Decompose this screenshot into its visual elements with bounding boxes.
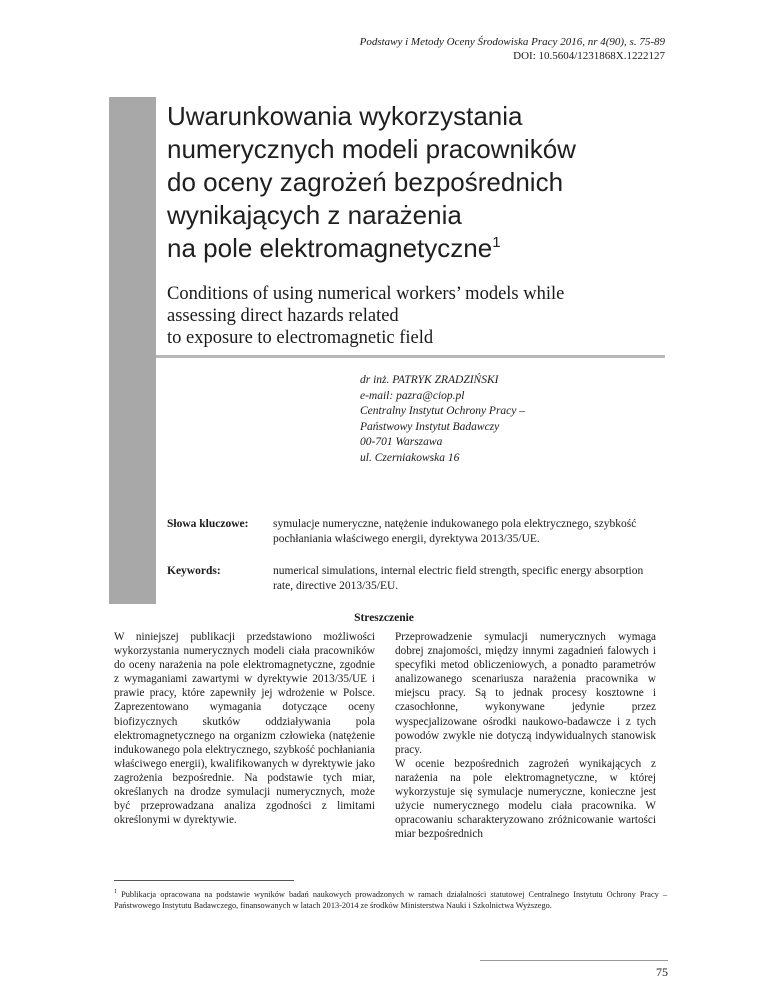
author-affiliation: Państwowy Instytut Badawczy bbox=[360, 420, 500, 433]
page-number: 75 bbox=[656, 965, 668, 979]
page-number-rule bbox=[480, 960, 668, 961]
title-line: wynikających z narażenia bbox=[167, 200, 462, 230]
footnote bbox=[114, 887, 667, 911]
footnote-mark[interactable]: 1 bbox=[492, 234, 501, 251]
author-address: ul. Czerniakowska 16 bbox=[360, 451, 460, 464]
footnote-number: 1 bbox=[114, 889, 117, 895]
title-line: do oceny zagrożeń bezpośrednich bbox=[167, 167, 564, 197]
title-line: Uwarunkowania wykorzystania bbox=[167, 101, 523, 131]
title-divider bbox=[156, 355, 665, 358]
author-block bbox=[360, 373, 680, 466]
title-polish bbox=[167, 100, 707, 265]
title-line-last bbox=[167, 232, 707, 265]
keywords-en-text: numerical simulations, internal electric field strength, specific energy absorption rate, directive 2013/35/EU. bbox=[273, 565, 644, 592]
title-line: numerycznych modeli pracowników bbox=[167, 134, 576, 164]
abstract-column-right bbox=[395, 630, 656, 841]
keywords-pl-label: Słowa kluczowe: bbox=[167, 518, 249, 530]
abstract-paragraph: Przeprowadzenie symulacji numerycznych wymaga dobrej znajomości, między innymi zagadnień falowych i specyfiki metod obliczeniowych, a ponadto parametrów analizowanego scenariusza narażenia pracownika w miejscu pracy. Są to jednak procesy kosztowne i czasochłonne, wykonywane jedynie przez wyspecjalizowane ośrodki naukowo-badawcze i z tych powodów zwykle nie dotyczą indywidualnych stanowisk pracy. bbox=[395, 631, 656, 756]
doi: DOI: 10.5604/1231868X.1222127 bbox=[513, 50, 665, 62]
decorative-side-bar bbox=[109, 97, 156, 604]
author-address: 00-701 Warszawa bbox=[360, 436, 443, 448]
author-name: dr inż. PATRYK ZRADZIŃSKI bbox=[360, 374, 499, 386]
author-affiliation: Centralny Instytut Ochrony Pracy – bbox=[360, 405, 526, 417]
abstract-column-left bbox=[114, 630, 375, 827]
subtitle-line: to exposure to electromagnetic field bbox=[167, 328, 434, 348]
keywords-pl-text: symulacje numeryczne, natężenie indukowanego pola elektrycznego, szybkość pochłaniania właściwego energii, dyrektywa 2013/35/UE. bbox=[273, 518, 637, 545]
abstract-heading: Streszczenie bbox=[354, 612, 414, 624]
abstract-paragraph: W niniejszej publikacji przedstawiono możliwości wykorzystania numerycznych modeli ciała pracowników do oceny narażenia na pole elektromagnetyczne, zgodnie z wymaganiami zawartymi w dyrektywie 2013/35/UE i prawie pracy, które zapewniły jej wdrożenie w Polsce. Zaprezentowano wymagania dotyczące oceny biofizycznych skutków oddziaływania pola elektromagnetycznego na organizm człowieka (natężenie indukowanego pola elektrycznego, szybkość pochłaniania właściwego energii), kwalifikowanych w dyrektywie jako zagrożenia bezpośrednie. Na podstawie tych miar, określanych na drodze symulacji numerycznych, może być przeprowadzana analiza zgodności z limitami określonymi w dyrektywie. bbox=[114, 631, 375, 827]
author-email[interactable]: e-mail: pazra@ciop.pl bbox=[360, 389, 465, 402]
subtitle-line: assessing direct hazards related bbox=[167, 306, 399, 326]
keywords-en-label: Keywords: bbox=[167, 565, 221, 577]
abstract-paragraph: W ocenie bezpośrednich zagrożeń wynikających z narażenia na pole elektromagnetyczne, w której wykorzystuje się symulacje numeryczne, konieczne jest użycie numerycznego modelu ciała pracownika. W opracowaniu scharakteryzowano zróżnicowanie wartości miar bezpośrednich bbox=[395, 757, 656, 841]
title-english bbox=[167, 283, 687, 349]
running-header bbox=[300, 35, 665, 63]
subtitle-line: Conditions of using numerical workers’ models while bbox=[167, 284, 565, 304]
footnote-text: Publikacja opracowana na podstawie wyników badań naukowych prowadzonych w ramach działalności statutowej Centralnego Instytutu Ochrony Pracy – Państwowego Instytutu Badawczego, finansowanych w latach 2013-2014 ze środków Ministerstwa Nauki i Szkolnictwa Wyższego. bbox=[114, 889, 668, 910]
footnote-divider bbox=[114, 880, 294, 881]
journal-citation: Podstawy i Metody Oceny Środowiska Pracy 2016, nr 4(90), s. 75-89 bbox=[359, 36, 665, 48]
title-line: na pole elektromagnetyczne bbox=[167, 233, 493, 263]
